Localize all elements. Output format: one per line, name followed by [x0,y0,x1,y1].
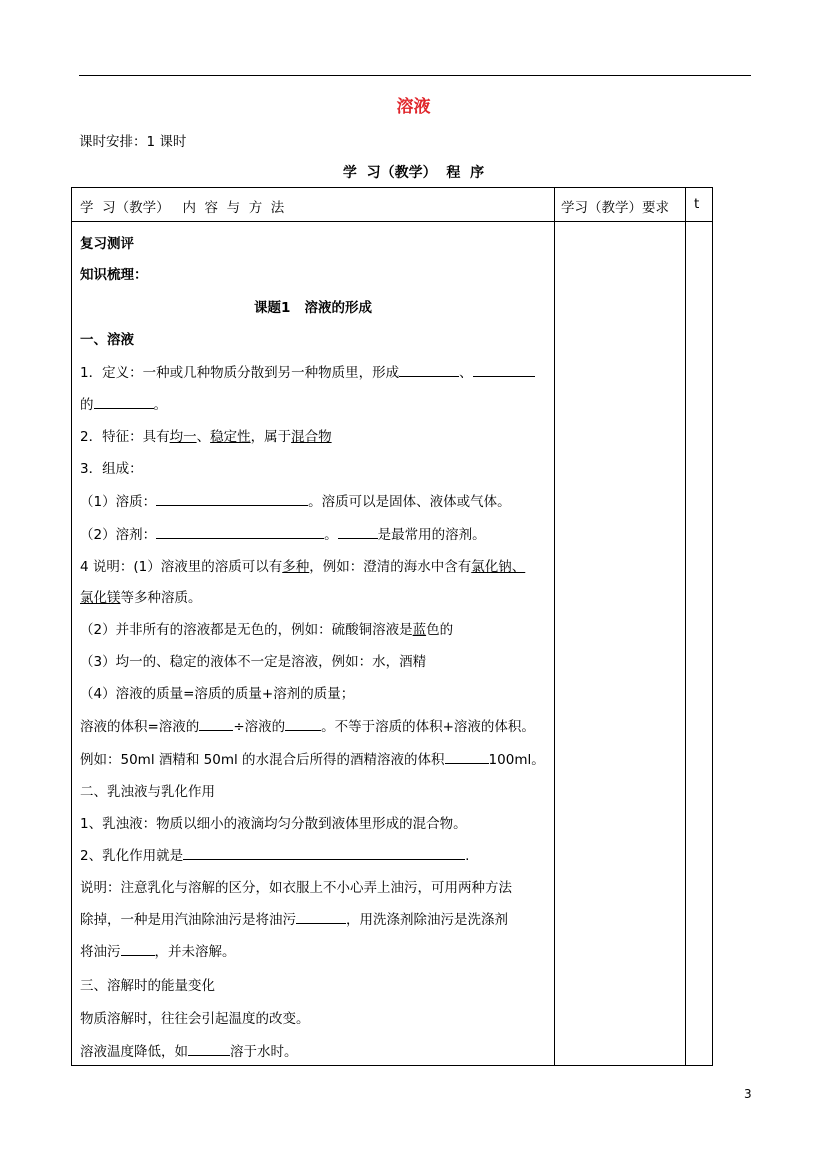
column-header-requirements: 学习（教学）要求 [561,200,669,216]
volume-text-3: 。不等于溶质的体积+溶液的体积。 [321,719,535,735]
note-text-3: 等多种溶质。 [120,590,202,606]
explanation-line-1: 说明：注意乳化与溶解的区分，如衣服上不小心弄上油污，可用两种方法 [80,880,512,896]
lesson-title: 课题1 溶液的形成 [254,300,372,316]
note-colour-text: （2）并非所有的溶液都是无色的，例如：硫酸铜溶液是 [80,622,413,638]
explanation-text-3: 将油污 [80,944,121,960]
solvent-label: （2）溶剂： [80,527,157,543]
note-text-2: ，例如：澄清的海水中含有 [309,559,472,575]
blank-field [296,911,346,924]
feature-separator: 、 [196,429,211,445]
emulsion-line-1: 1、乳浊液：物质以细小的液滴均匀分散到液体里形成的混合物。 [80,816,467,832]
note-colour-end: 色的 [426,622,454,638]
feature-mixture: 混合物 [291,429,332,445]
volume-line [80,715,535,735]
column-header-t: t [694,196,700,212]
emulsion-text: 2、乳化作用就是 [80,848,184,864]
blank-field [445,751,489,764]
feature-text-2: ，属于 [250,429,292,445]
section-2-heading: 二、乳浊液与乳化作用 [80,784,215,800]
blank-field [285,718,321,731]
note-line-2 [80,586,202,606]
solute-text: 。溶质可以是固体、液体或气体。 [308,494,511,510]
note-multiple: 多种 [282,559,310,575]
example-line [80,748,545,768]
page-number: 3 [744,1087,752,1101]
note-blue: 蓝 [412,622,427,638]
energy-line-1: 物质溶解时，往往会引起温度的改变。 [80,1011,310,1027]
header-rule [79,75,751,76]
procedure-subtitle: 学 习（教学） 程 序 [342,165,485,181]
definition-text: 1．定义：一种或几种物质分散到另一种物质里，形成 [80,365,400,381]
energy-line-2 [80,1040,298,1060]
emulsion-line-2 [80,844,469,864]
solvent-line [80,523,486,543]
feature-line [80,425,332,445]
definition-line [80,361,535,381]
explanation-text: 除掉，一种是用汽油除油污是将油污 [80,912,296,928]
volume-text-2: ÷溶液的 [233,719,286,735]
note-text: 4 说明：(1）溶液里的溶质可以有 [80,559,283,575]
definition-text-2: 的 [80,397,94,413]
page-title: 溶液 [396,97,431,117]
note-line-3 [80,618,453,638]
note-magnesium-chloride: 氯化镁 [80,590,121,606]
blank-field [183,847,465,860]
explanation-text-4: ，并未溶解。 [154,944,236,960]
explanation-line-2 [80,908,508,928]
blank-field [94,396,154,409]
solute-line [80,490,511,510]
blank-field [338,526,378,539]
blank-field [399,364,459,377]
header-row-divider [72,221,712,222]
note-sodium-chloride: 氯化钠、 [471,559,526,575]
note-line-5: （4）溶液的质量=溶质的质量+溶剂的质量； [80,686,355,702]
blank-field [188,1043,230,1056]
definition-line-2 [80,393,167,413]
heading-review: 复习测评 [80,236,134,252]
column-divider-2 [685,188,686,1065]
feature-text: 2．特征：具有 [80,429,170,445]
schedule-line: 课时安排：1 课时 [79,134,187,150]
section-3-heading: 三、溶解时的能量变化 [80,978,215,994]
example-text-2: 100ml。 [488,752,545,768]
heading-knowledge: 知识梳理： [80,267,148,283]
blank-field [156,526,324,539]
emulsion-period: . [465,848,470,864]
section-1-heading: 一、溶液 [80,332,134,348]
note-line-4: （3）均一的、稳定的液体不一定是溶液，例如：水，酒精 [80,654,427,670]
volume-text: 溶液的体积=溶液的 [80,719,200,735]
definition-separator: 、 [459,365,473,381]
solute-label: （1）溶质： [80,494,157,510]
feature-uniform: 均一 [169,429,197,445]
blank-field [199,718,233,731]
column-divider-1 [554,188,555,1065]
energy-text-2: 溶于水时。 [230,1044,298,1060]
solvent-text: 是最常用的溶剂。 [377,527,486,543]
explanation-line-3 [80,940,236,960]
blank-field [473,364,535,377]
definition-end: 。 [153,397,167,413]
column-header-content: 学 习（教学） 内 容 与 方 法 [80,200,285,216]
feature-stability: 稳定性 [210,429,251,445]
example-text: 例如：50ml 酒精和 50ml 的水混合后所得的酒精溶液的体积 [80,752,445,768]
blank-field [156,493,308,506]
solvent-period: 。 [324,527,338,543]
explanation-text-2: ，用洗涤剂除油污是洗涤剂 [346,912,508,928]
energy-text: 溶液温度降低，如 [80,1044,188,1060]
lesson-table [71,187,713,1066]
note-line-1 [80,555,525,575]
composition-heading: 3．组成： [80,461,143,477]
blank-field [121,943,155,956]
